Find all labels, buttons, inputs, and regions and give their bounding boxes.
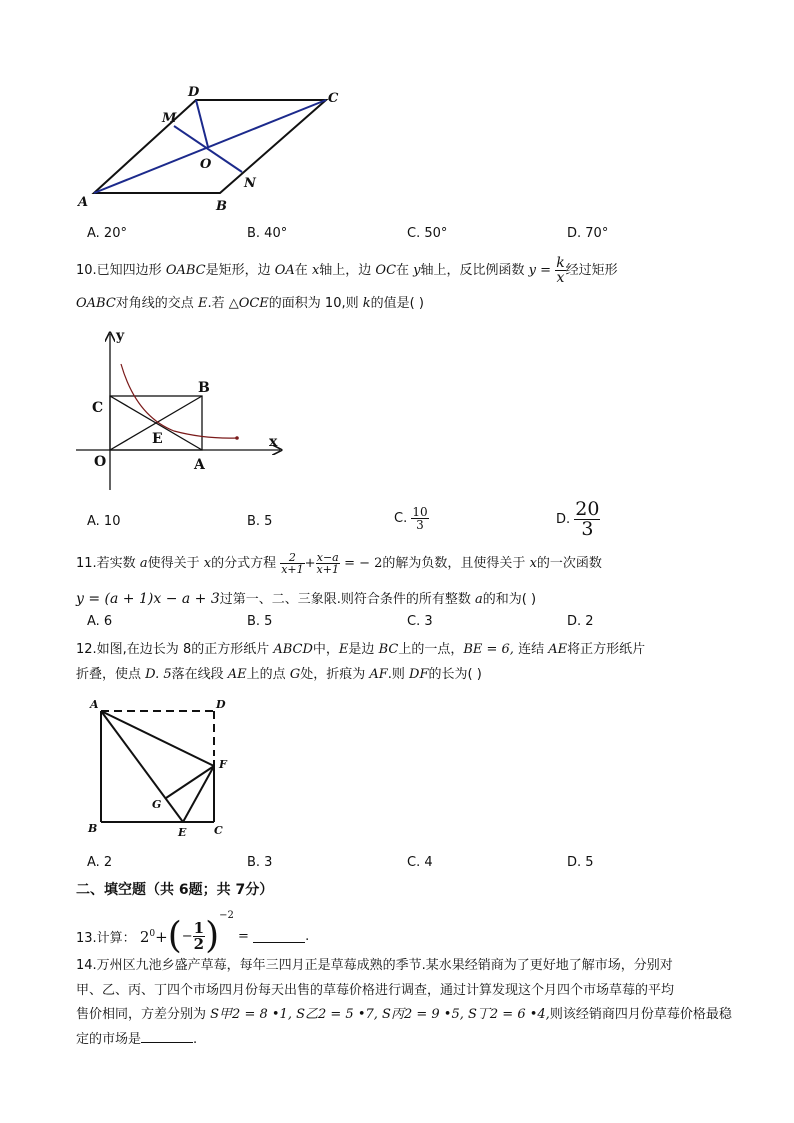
q9-option-d: D. 70°	[567, 226, 609, 241]
svg-text:O: O	[200, 157, 212, 172]
q14-line-3: 售价相同，方差分别为 S甲2 = 8 •1, S乙2 = 5 •7, S丙2 = 9 •5, S丁2 = 6 •4,则该经销商四月份草莓价格最稳	[76, 1007, 732, 1022]
q14-line-4: 定的市场是 .	[76, 1032, 198, 1047]
q10-option-c: C. $\frac{10}{3}$	[394, 505, 428, 532]
figure-q12-square	[84, 694, 234, 844]
q12-option-d: D. 5	[567, 855, 594, 870]
q11-option-d: D. 2	[567, 614, 594, 629]
svg-text:D: D	[216, 698, 226, 711]
svg-text:A: A	[90, 698, 99, 711]
q10-option-a: A. 10	[87, 514, 121, 529]
svg-text:A: A	[78, 195, 89, 210]
section-heading-fill-in: 二、填空题（共 6题；共 7分）	[76, 882, 274, 898]
svg-text:A: A	[194, 457, 205, 473]
svg-text:y: y	[116, 328, 125, 344]
q10-line-1: 10.已知四边形 OABC是矩形，边 OA在 x轴上，边 OC在 y轴上，反比例函数 y = $\frac{k}{x}$ 经过矩形	[76, 255, 618, 286]
svg-text:E: E	[178, 826, 187, 839]
q10-line-2: OABC对角线的交点 E.若 △OCE的面积为 10,则 k的值是( )	[76, 296, 424, 311]
svg-text:G: G	[152, 798, 162, 811]
q11-option-b: B. 5	[247, 614, 273, 629]
q12-line-2: 折叠，使点 D. 5落在线段 AE上的点 G处，折痕为 AF.则 DF的长为( )	[76, 667, 482, 682]
q11-line-2: y = (a + 1)x − a + 3过第一、二、三象限.则符合条件的所有整数 a的和为( )	[76, 591, 537, 607]
q11-line-1: 11.若实数 a使得关于 x的分式方程 $\frac{2}{x+1}$ + $\frac{x-a}{x+1}$ = − 2的解为负数，且使得关于 x的一次函数	[76, 551, 602, 576]
svg-text:C: C	[92, 400, 104, 416]
svg-text:x: x	[269, 434, 278, 450]
svg-text:O: O	[94, 454, 107, 470]
svg-text:E: E	[152, 431, 163, 447]
svg-text:N: N	[244, 176, 256, 191]
svg-text:D: D	[188, 85, 200, 100]
svg-text:B: B	[216, 199, 227, 214]
svg-text:M: M	[162, 111, 177, 126]
q9-option-b: B. 40°	[247, 226, 288, 241]
q12-option-b: B. 3	[247, 855, 273, 870]
q10-option-b: B. 5	[247, 514, 273, 529]
svg-text:B: B	[88, 822, 98, 835]
svg-text:B: B	[198, 380, 210, 396]
q10-option-d: D. $\frac{20}{3}$	[556, 498, 600, 540]
q9-option-c: C. 50°	[407, 226, 448, 241]
svg-text:F: F	[219, 758, 227, 771]
q14-line-1: 14.万州区九池乡盛产草莓，每年三四月正是草莓成熟的季节.某水果经销商为了更好地了解市场，分别对	[76, 958, 673, 973]
svg-text:C: C	[328, 91, 339, 106]
q13-answer-blank[interactable]	[253, 930, 305, 943]
q12-option-a: A. 2	[87, 855, 113, 870]
q13-line: 13.计算： $2^0+(-$ $\frac{1}{2}$ )$^{-2}$ = .	[76, 910, 310, 957]
q14-answer-blank[interactable]	[141, 1030, 193, 1043]
figure-q9-parallelogram	[70, 80, 360, 220]
q11-option-c: C. 3	[407, 614, 433, 629]
q14-line-2: 甲、乙、丙、丁四个市场四月份每天出售的草莓价格进行调查，通过计算发现这个月四个市场草莓的平均	[76, 983, 675, 998]
q12-line-1: 12.如图,在边长为 8的正方形纸片 ABCD中，E是边 BC上的一点，BE = 6, 连结 AE将正方形纸片	[76, 642, 646, 657]
q12-option-c: C. 4	[407, 855, 433, 870]
q11-option-a: A. 6	[87, 614, 113, 629]
q9-option-a: A. 20°	[87, 226, 127, 241]
svg-text:C: C	[214, 824, 223, 837]
figure-q10-rectangle	[74, 326, 294, 494]
